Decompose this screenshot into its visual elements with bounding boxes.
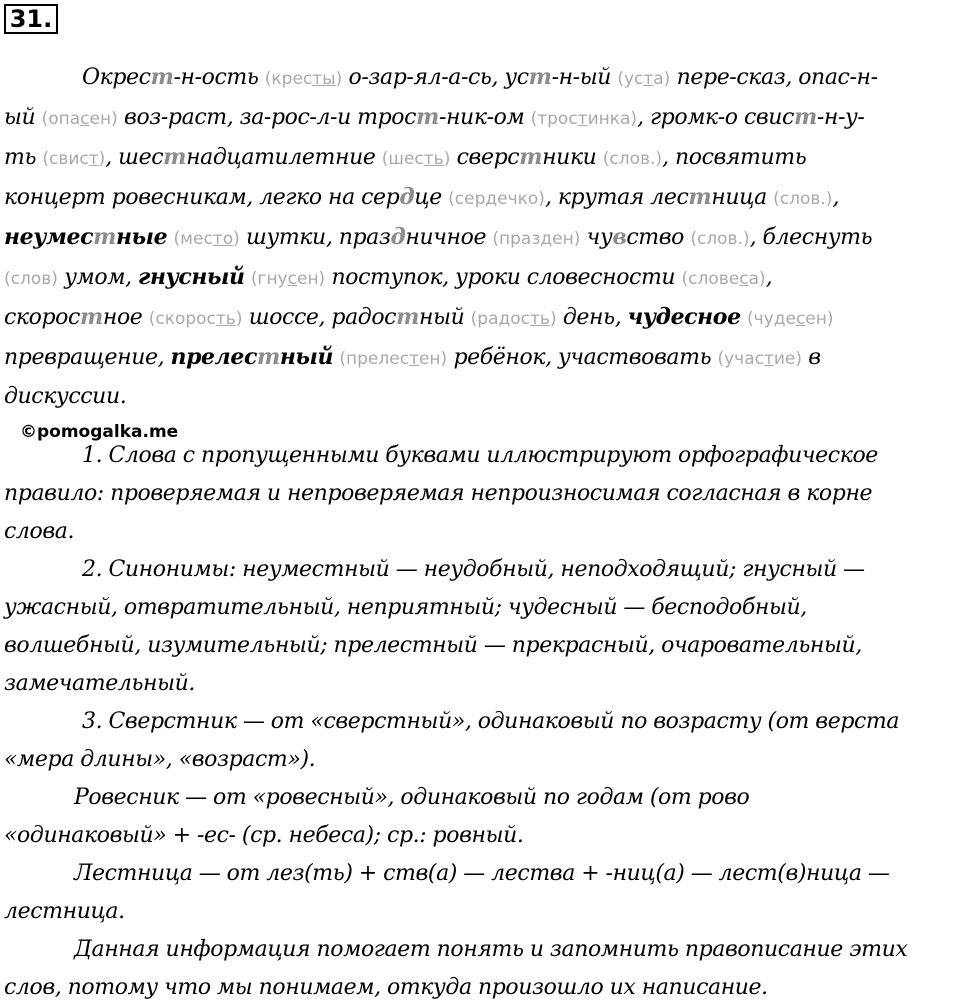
text-segment: , блеснуть <box>749 225 873 250</box>
check-word: (слов.) <box>690 229 750 249</box>
text-segment: , <box>765 265 773 290</box>
text-segment: -н-ый <box>551 65 618 90</box>
answer-line: Лестница — от лез(ть) + ств(а) — лества + -ниц(а) — лест(в)ница — <box>74 861 890 886</box>
text-segment: умом, <box>57 265 138 290</box>
check-word-underlined: с <box>287 269 297 289</box>
check-word-underlined: т <box>643 69 654 89</box>
check-word: ен) <box>418 349 448 369</box>
check-word: (свис <box>42 149 89 169</box>
text-segment: ство <box>626 225 691 250</box>
check-word: (радос <box>470 309 531 329</box>
inserted-letter: т <box>150 64 174 90</box>
answer-line: «мера длины», «возраст»). <box>4 747 316 772</box>
answer-line: замечательный. <box>4 671 196 696</box>
check-word: (мес <box>173 229 213 249</box>
text-segment: ть <box>4 145 43 170</box>
check-word: ечко) <box>497 189 545 209</box>
check-word: ) <box>549 309 557 329</box>
answer-line: 3. Сверстник — от «сверстный», одинаковый по возрасту (от верста <box>82 709 900 734</box>
check-word: ен) <box>89 109 118 129</box>
answer-line: Ровесник — от «ровесный», одинаковый по годам (от рово <box>74 785 750 810</box>
answer-line: «одинаковый» + -ес- (ср. небеса); ср.: ровный. <box>4 823 524 848</box>
text-segment: концерт ровесникам, легко на сер <box>4 185 400 210</box>
inserted-letter: т <box>528 64 552 90</box>
check-word <box>530 309 550 329</box>
check-word: ен) <box>805 309 834 329</box>
check-word-underlined: ть <box>215 309 236 329</box>
exercise-line <box>4 258 956 298</box>
text-segment: скорос <box>4 305 80 330</box>
inserted-letter: т <box>688 184 712 210</box>
inserted-letter: т <box>519 144 543 170</box>
check-word: (ус <box>617 69 644 89</box>
bold-word: гнусный <box>137 264 245 290</box>
text-segment: ный <box>419 305 471 330</box>
check-word: (слове <box>681 269 740 289</box>
inserted-letter: т <box>396 304 419 330</box>
text-segment: -н-у- <box>816 105 865 130</box>
bold-word: ные <box>116 224 168 250</box>
bold-word: прелес <box>170 344 257 370</box>
inserted-letter: т <box>256 344 280 370</box>
check-word <box>643 69 653 89</box>
check-word: (опа <box>41 109 81 129</box>
text-segment: -н-ость <box>173 65 265 90</box>
check-word-underlined: ть <box>423 149 444 169</box>
check-word-underlined: д <box>540 229 553 249</box>
check-word: ) <box>443 149 451 169</box>
inserted-letter: т <box>163 144 187 170</box>
check-word <box>578 109 588 129</box>
text-segment: , громк-о свис <box>637 105 794 130</box>
check-word <box>288 269 297 289</box>
watermark: ©pomogalka.me <box>20 422 179 442</box>
text-segment: , шес <box>105 145 164 170</box>
answer-line: правило: проверяемая и непроверяемая непроизносимая согласная в корне <box>4 481 873 506</box>
check-word-underlined: ть <box>530 309 550 329</box>
check-word <box>409 349 419 369</box>
exercise-line <box>4 178 956 218</box>
answer-line: ужасный, отвратительный, неприятный; чудесный — бесподобный, <box>4 595 807 620</box>
check-word <box>485 189 497 209</box>
text-segment: превращение, <box>4 345 171 370</box>
inserted-letter: д <box>399 184 415 210</box>
text-segment: о-зар-ял-а-сь, ус <box>342 65 529 90</box>
check-word <box>213 229 233 249</box>
text-segment: -ник-ом <box>438 105 531 130</box>
text-segment: , <box>832 185 840 210</box>
check-word-underlined: т <box>409 349 419 369</box>
exercise-line <box>4 98 956 138</box>
text-segment: це <box>414 185 449 210</box>
check-word-underlined: то <box>212 229 234 249</box>
answer-line: 2. Синонимы: неуместный — неудобный, неподходящий; гнусный — <box>82 557 865 582</box>
check-word: ) <box>335 69 343 89</box>
check-word: (слов.) <box>773 189 833 209</box>
inserted-letter: т <box>416 104 439 130</box>
check-word <box>739 269 748 289</box>
check-word: (шес <box>381 149 424 169</box>
check-word: ) <box>233 229 240 249</box>
check-word-underlined: с <box>80 109 90 129</box>
check-word <box>424 149 444 169</box>
exercise-line <box>4 218 956 258</box>
text-segment: дискуссии. <box>4 384 127 409</box>
text-segment: пере-сказ, опас-н- <box>670 65 878 90</box>
inserted-letter: т <box>793 104 817 130</box>
text-segment: ное <box>102 305 149 330</box>
exercise-line <box>4 298 956 338</box>
check-word: ) <box>98 149 106 169</box>
check-word <box>80 109 89 129</box>
check-word-underlined: т <box>577 109 588 129</box>
check-word <box>89 149 99 169</box>
text-segment: надцатилетние <box>186 145 382 170</box>
check-word: (учас <box>717 349 764 369</box>
check-word: (сер <box>448 189 486 209</box>
inserted-letter: т <box>93 224 116 250</box>
check-word <box>796 309 805 329</box>
text-segment: , крутая лес <box>544 185 689 210</box>
check-word: (гну <box>250 269 288 289</box>
bold-word: ный <box>279 344 334 370</box>
exercise-line <box>4 138 956 178</box>
text-segment: поступок, уроки словесности <box>325 265 682 290</box>
text-segment: чу <box>580 225 613 250</box>
check-word: (слов.) <box>602 149 663 169</box>
answer-line: 1. Слова с пропущенными буквами иллюстрируют орфографическое <box>82 443 878 468</box>
text-segment: , посвятить <box>662 145 807 170</box>
text-segment: ники <box>542 145 603 170</box>
check-word: ен) <box>296 269 326 289</box>
check-word: (чуде <box>746 309 796 329</box>
check-word-underlined: д <box>485 189 498 209</box>
exercise-text <box>4 58 956 416</box>
exercise-line <box>4 338 956 378</box>
text-segment: ничное <box>405 225 493 250</box>
check-word-underlined: т <box>88 149 99 169</box>
check-word: (крес <box>264 69 313 89</box>
check-word-underlined: ты <box>312 69 336 89</box>
check-word-underlined: т <box>763 349 774 369</box>
check-word: ) <box>235 309 243 329</box>
text-segment: сверс <box>450 145 520 170</box>
text-segment: ый <box>4 105 42 130</box>
answer-line: волшебный, изумительный; прелестный — прекрасный, очаровательный, <box>4 633 862 658</box>
exercise-line <box>4 58 956 98</box>
check-word <box>312 69 335 89</box>
check-word-underlined: с <box>739 269 749 289</box>
answer-line: лестница. <box>4 899 125 924</box>
check-word: а) <box>653 69 671 89</box>
text-segment: шоссе, радос <box>242 305 397 330</box>
check-word <box>764 349 774 369</box>
inserted-letter: т <box>79 304 103 330</box>
check-word <box>540 229 552 249</box>
text-segment: воз-раст, за-рос-л-и трос <box>117 105 417 130</box>
text-segment: в <box>802 345 821 370</box>
check-word: (праз <box>492 229 541 249</box>
check-word-underlined: с <box>795 309 806 329</box>
check-word: (трос <box>530 109 578 129</box>
text-segment: шутки, праз <box>239 225 391 250</box>
answer-line: слов, потому что мы понимаем, откуда произошло их написание. <box>4 975 768 1000</box>
bold-word: неумес <box>4 224 94 250</box>
check-word: (скорос <box>148 309 216 329</box>
inserted-letter: д <box>390 224 406 250</box>
text-segment: ребёнок, участвовать <box>447 345 718 370</box>
check-word: ие) <box>773 349 803 369</box>
check-word: (слов) <box>4 269 58 289</box>
check-word: ен) <box>552 229 581 249</box>
check-word: (прелес <box>339 349 410 369</box>
exercise-line <box>4 378 956 416</box>
exercise-number: 31. <box>4 4 58 34</box>
check-word: инка) <box>587 109 638 129</box>
text-segment: ница <box>711 185 774 210</box>
answer-line: слова. <box>4 519 75 544</box>
bold-word: чудесное <box>627 304 741 330</box>
check-word: а) <box>748 269 766 289</box>
check-word <box>216 309 236 329</box>
answer-line: Данная информация помогает понять и запомнить правописание этих <box>74 937 908 962</box>
text-segment: день, <box>556 305 628 330</box>
answer-text <box>4 437 956 1007</box>
inserted-letter: в <box>612 224 627 250</box>
text-segment: Окрес <box>82 65 151 90</box>
